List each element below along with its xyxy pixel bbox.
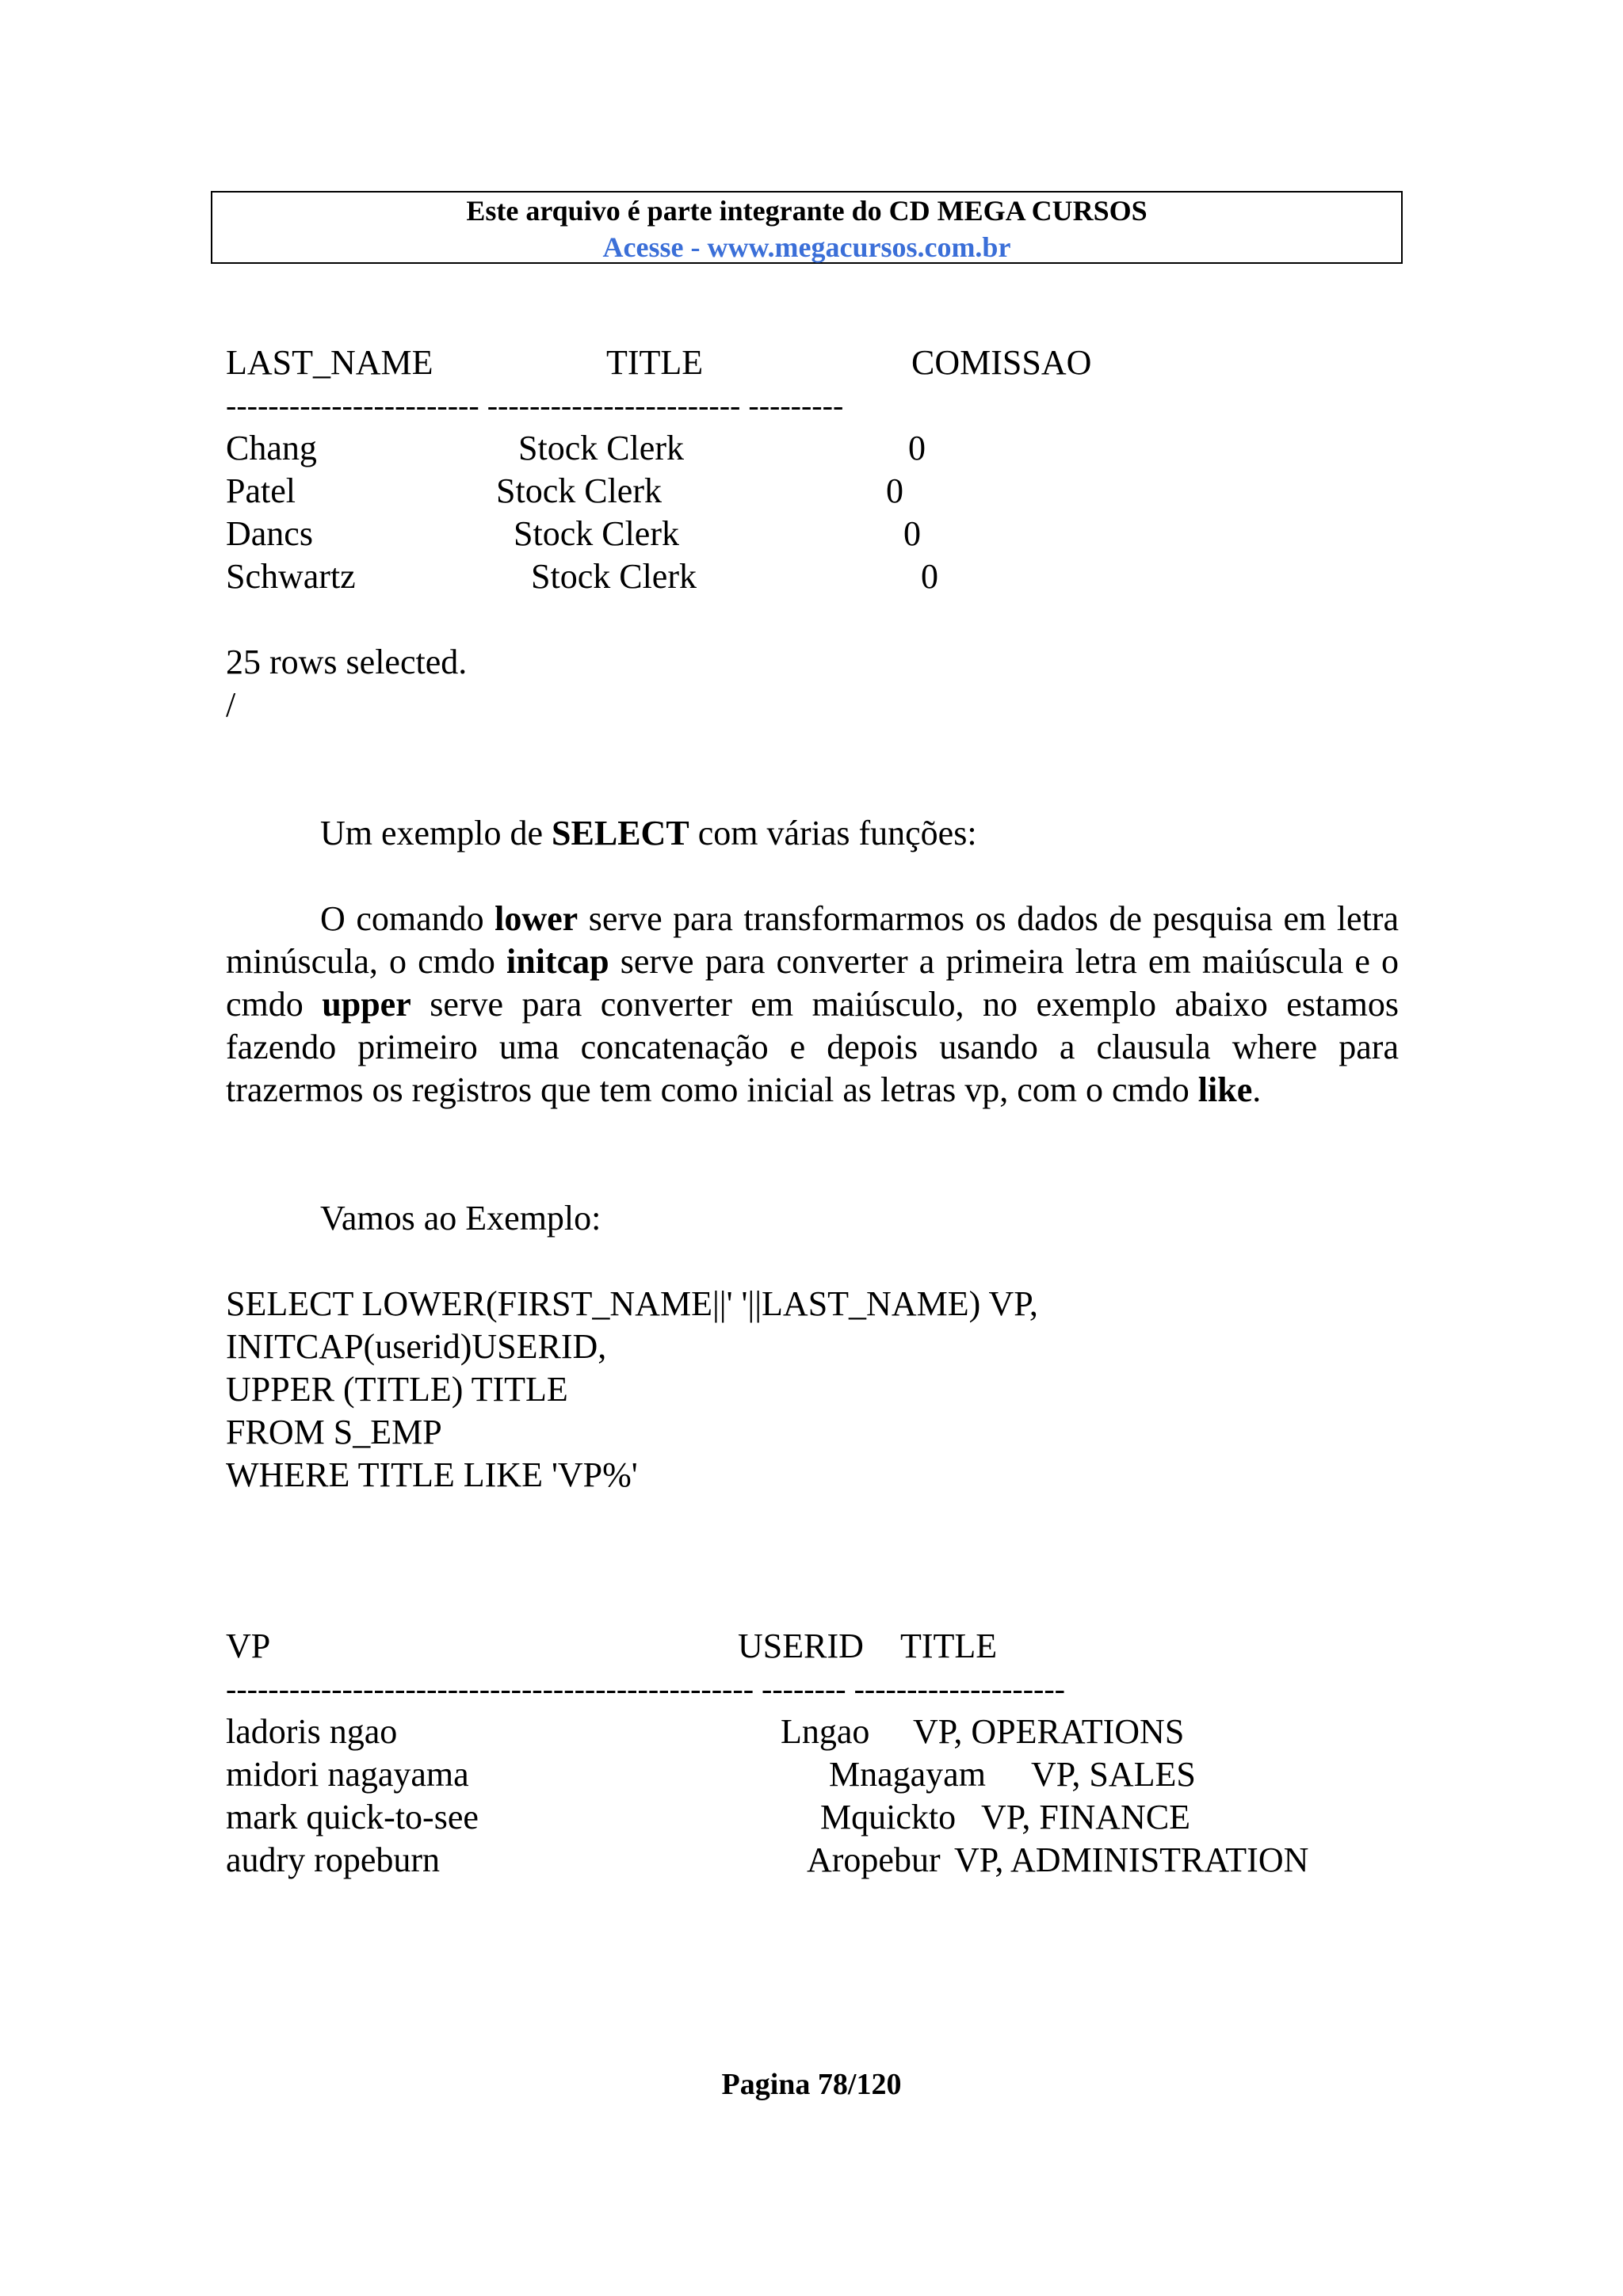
table-cell: ladoris ngao [226, 1712, 398, 1751]
sql-line: UPPER (TITLE) TITLE [226, 1370, 568, 1409]
table-cell: VP, ADMINISTRATION [954, 1840, 1309, 1879]
table-cell: midori nagayama [226, 1755, 469, 1794]
table-cell: Stock Clerk [518, 429, 684, 467]
table-cell: Stock Clerk [514, 514, 679, 553]
table-cell: mark quick-to-see [226, 1798, 479, 1836]
table-cell: Mnagayam [829, 1755, 986, 1794]
table-cell: 0 [903, 514, 921, 553]
intro-paragraph: Um exemplo de SELECT com várias funções: [320, 814, 977, 852]
table-cell: 0 [908, 429, 926, 467]
sql-line: INITCAP(userid)USERID, [226, 1327, 607, 1366]
rows-selected-text: 25 rows selected. [226, 643, 468, 681]
col-header-userid: USERID [738, 1627, 864, 1665]
col-header-title-2: TITLE [900, 1627, 998, 1665]
sql-line: FROM S_EMP [226, 1413, 442, 1451]
header-link[interactable]: Acesse - www.megacursos.com.br [602, 231, 1011, 263]
table-cell: VP, OPERATIONS [913, 1712, 1185, 1751]
example-label: Vamos ao Exemplo: [320, 1199, 601, 1238]
page-number: Pagina 78/120 [721, 2068, 902, 2101]
col-header-last-name: LAST_NAME [226, 343, 433, 382]
table-separator: ------------------------ ------------------------ --------- [226, 387, 844, 423]
table-cell: VP, FINANCE [981, 1798, 1191, 1836]
table-cell: Dancs [226, 514, 313, 553]
col-header-vp: VP [226, 1627, 271, 1665]
table-cell: VP, SALES [1031, 1755, 1196, 1794]
table-separator: -------------------------------------------------- -------- -------------------- [226, 1671, 1065, 1707]
table-cell: 0 [921, 557, 938, 596]
table-cell: Stock Clerk [531, 557, 697, 596]
sql-line: WHERE TITLE LIKE 'VP%' [226, 1455, 638, 1494]
header-title: Este arquivo é parte integrante do CD MEGA CURSOS [466, 195, 1148, 227]
col-header-title: TITLE [606, 343, 704, 382]
slash-text: / [226, 685, 236, 724]
table-cell: 0 [886, 471, 903, 510]
sql-line: SELECT LOWER(FIRST_NAME||' '||LAST_NAME) VP, [226, 1284, 1038, 1323]
table-cell: Schwartz [226, 557, 356, 596]
table-cell: Stock Clerk [496, 471, 662, 510]
table-cell: Mquickto [820, 1798, 957, 1836]
table-cell: Aropebur [807, 1840, 941, 1879]
table-cell: audry ropeburn [226, 1840, 441, 1879]
table-cell: Chang [226, 429, 317, 467]
col-header-comissao: COMISSAO [911, 343, 1092, 382]
table-cell: Lngao [781, 1712, 870, 1751]
header-box [211, 191, 1403, 264]
table-cell: Patel [226, 471, 296, 510]
explanation-paragraph: O comando lower serve para transformarmos os dados de pesquisa em letra minúscula, o cmdo initcap serve para converter a primeira letra em maiúscula e o cmdo upper serve para converter em maiúsculo, no exemplo abaixo estamos fazendo primeiro uma concatenação e depois usando a clausula where para trazermos os registros que tem como inicial as letras vp, com o cmdo like. [226, 899, 1399, 1109]
